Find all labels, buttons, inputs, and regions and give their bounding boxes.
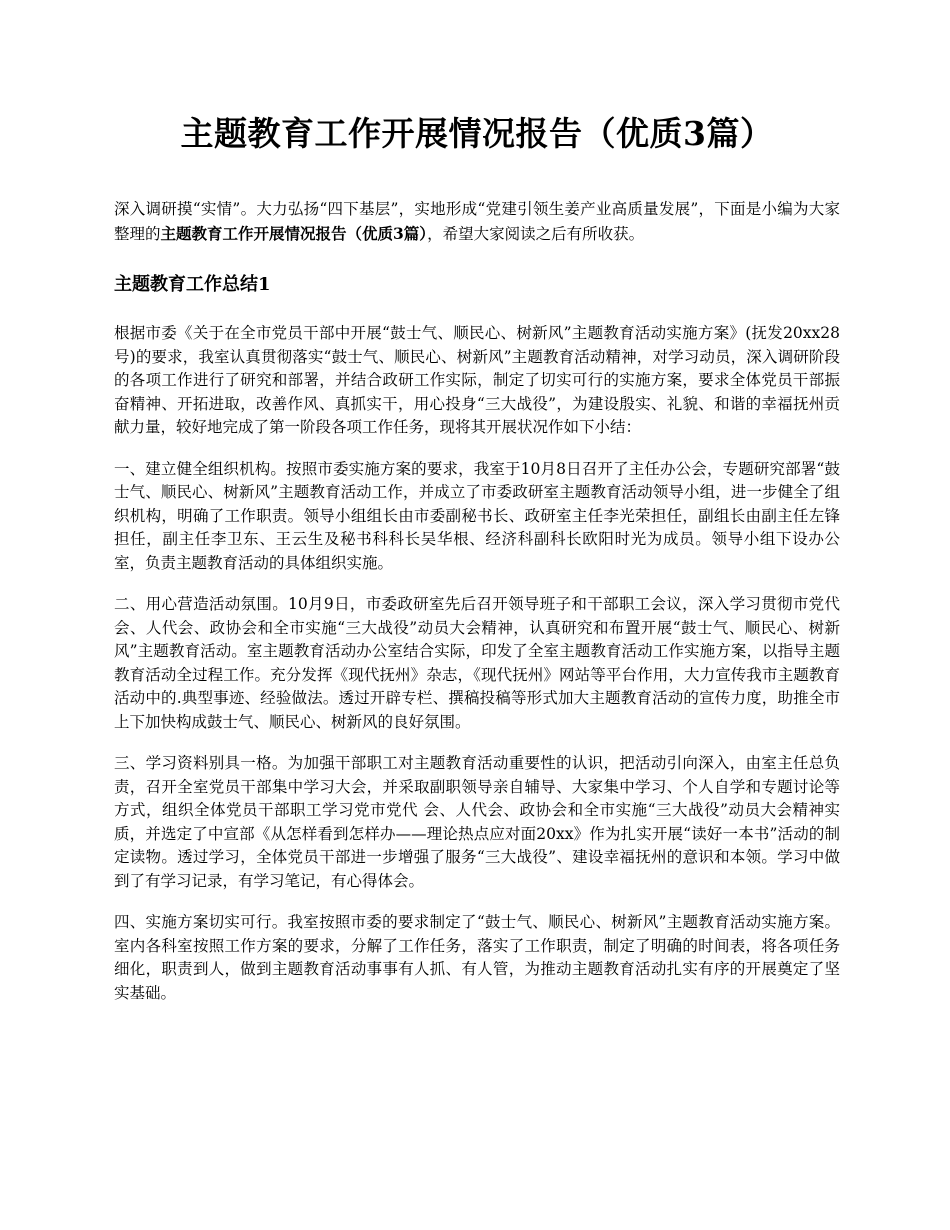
body-paragraph-1: 根据市委《关于在全市党员干部中开展“鼓士气、顺民心、树新风”主题教育活动实施方案》(抚发20xx28号)的要求，我室认真贯彻落实“鼓士气、顺民心、树新风”主题教育活动精神，对学习动员，深入调研阶段的各项工作进行了研究和部署，并结合政研工作实际，制定了切实可行的实施方案，要求全体党员干部振奋精神、开拓进取，改善作风、真抓实干，用心投身“三大战役”，为建设殷实、礼貌、和谐的幸福抚州贡献力量，较好地完成了第一阶段各项工作任务，现将其开展状况作如下小结： <box>114 324 840 436</box>
body-paragraph-5: 四、实施方案切实可行。我室按照市委的要求制定了“鼓士气、顺民心、树新风”主题教育活动实施方案。室内各科室按照工作方案的要求，分解了工作任务，落实了工作职责，制定了明确的时间表，将各项任务细化，职责到人，做到主题教育活动事事有人抓、有人管，为推动主题教育活动扎实有序的开展奠定了坚实基础。 <box>114 913 840 1002</box>
body-paragraph-4: 三、学习资料别具一格。为加强干部职工对主题教育活动重要性的认识，把活动引向深入，由室主任总负责，召开全室党员干部集中学习大会，并采取副职领导亲自辅导、大家集中学习、个人自学和专题讨论等方式，组织全体党员干部职工学习党市党代 会、人代会、政协会和全市实施“三大战役”动员大会精神实质，并选定了中宣部《从怎样看到怎样办——理论热点应对面20xx》作为扎实开展“读好一本书”活动的制定读物。透过学习，全体党员干部进一步增强了服务“三大战役”、建设幸福抚州的意识和本领。学习中做到了有学习记录，有学习笔记，有心得体会。 <box>114 754 840 890</box>
intro-text-after: ，希望大家阅读之后有所收获。 <box>427 224 645 243</box>
body-paragraph-2: 一、建立健全组织机构。按照市委实施方案的要求，我室于10月8日召开了主任办公会，专题研究部署“鼓士气、顺民心、树新风”主题教育活动工作，并成立了市委政研室主题教育活动领导小组，进一步健全了组织机构，明确了工作职责。领导小组组长由市委副秘书长、政研室主任李光荣担任，副组长由副主任左锋担任，副主任李卫东、王云生及秘书科科长吴华根、经济科副科长欧阳时光为成员。领导小组下设办公室，负责主题教育活动的具体组织实施。 <box>114 459 840 572</box>
section-heading: 主题教育工作总结1 <box>114 274 271 295</box>
intro-bold-title: 主题教育工作开展情况报告（优质3篇） <box>160 223 428 243</box>
intro-text-before: 深入调研摸“实情”。大力弘扬“四下基层”，实地形成“党建引领生姜产业高质量发展”，下面是小编为大家整理的 <box>114 200 840 243</box>
body-paragraph-3: 二、用心营造活动氛围。10月9日，市委政研室先后召开领导班子和干部职工会议，深入学习贯彻市党代 会、人代会、政协会和全市实施“三大战役”动员大会精神，认真研究和布置开展“鼓士气、顺民心、树新风”主题教育活动。室主题教育活动办公室结合实际，印发了全室主题教育活动工作实施方案，以指导主题教育活动全过程工作。充分发挥《现代抚州》杂志，《现代抚州》网站等平台作用，大力宣传我市主题教育活动中的.典型事迹、经验做法。透过开辟专栏、撰稿投稿等形式加大主题教育活动的宣传力度，助推全市上下加快构成鼓士气、顺民心、树新风的良好氛围。 <box>114 595 840 731</box>
intro-paragraph <box>114 198 840 246</box>
document-title: 主题教育工作开展情况报告（优质3篇） <box>180 114 774 153</box>
